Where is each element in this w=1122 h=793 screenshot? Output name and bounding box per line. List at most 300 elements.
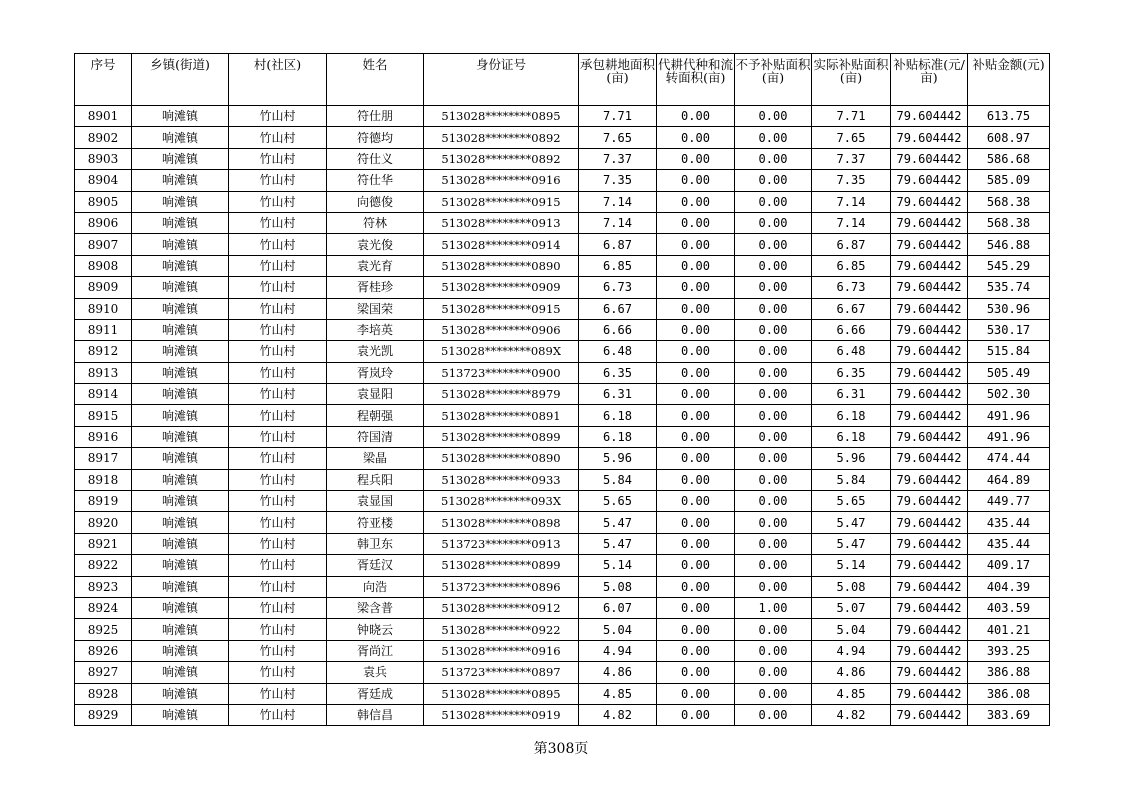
table-row: [75, 234, 1050, 255]
amount-cell: 505.49: [968, 362, 1050, 383]
contract-area-cell: 4.82: [579, 704, 657, 725]
actual-area-cell: 6.85: [812, 255, 891, 276]
amount-cell: 568.38: [968, 212, 1050, 233]
transfer-area-cell: 0.00: [657, 533, 735, 554]
amount-cell: 585.09: [968, 170, 1050, 191]
col-seq-header: 序号: [75, 54, 132, 106]
contract-area-cell: 5.04: [579, 619, 657, 640]
contract-area-cell: 5.96: [579, 448, 657, 469]
name-cell: 袁显国: [327, 491, 424, 512]
name-cell: 胥桂珍: [327, 277, 424, 298]
table-row: [75, 405, 1050, 426]
seq-cell: 8921: [75, 533, 132, 554]
village-cell: 竹山村: [229, 491, 327, 512]
village-cell: 竹山村: [229, 704, 327, 725]
nonsubsidy-area-cell: 0.00: [735, 148, 812, 169]
id-number-cell: 513028********0899: [424, 426, 579, 447]
amount-cell: 568.38: [968, 191, 1050, 212]
transfer-area-cell: 0.00: [657, 191, 735, 212]
table-row: [75, 191, 1050, 212]
table-row: [75, 362, 1050, 383]
actual-area-cell: 5.47: [812, 512, 891, 533]
actual-area-cell: 6.67: [812, 298, 891, 319]
village-cell: 竹山村: [229, 277, 327, 298]
actual-area-cell: 6.18: [812, 426, 891, 447]
table-row: [75, 298, 1050, 319]
rate-cell: 79.604442: [891, 191, 968, 212]
transfer-area-cell: 0.00: [657, 170, 735, 191]
table-row: [75, 683, 1050, 704]
township-cell: 响滩镇: [132, 640, 229, 661]
col-actual-area-header: 实际补贴面积(亩): [812, 54, 891, 106]
table-row: [75, 576, 1050, 597]
id-number-cell: 513028********0915: [424, 191, 579, 212]
id-number-cell: 513028********0909: [424, 277, 579, 298]
amount-cell: 386.88: [968, 662, 1050, 683]
township-cell: 响滩镇: [132, 469, 229, 490]
transfer-area-cell: 0.00: [657, 491, 735, 512]
amount-cell: 464.89: [968, 469, 1050, 490]
village-cell: 竹山村: [229, 576, 327, 597]
id-number-cell: 513723********0896: [424, 576, 579, 597]
seq-cell: 8928: [75, 683, 132, 704]
nonsubsidy-area-cell: 0.00: [735, 555, 812, 576]
rate-cell: 79.604442: [891, 212, 968, 233]
amount-cell: 435.44: [968, 533, 1050, 554]
name-cell: 袁光俊: [327, 234, 424, 255]
actual-area-cell: 7.37: [812, 148, 891, 169]
nonsubsidy-area-cell: 0.00: [735, 426, 812, 447]
township-cell: 响滩镇: [132, 319, 229, 340]
seq-cell: 8915: [75, 405, 132, 426]
village-cell: 竹山村: [229, 191, 327, 212]
village-cell: 竹山村: [229, 683, 327, 704]
nonsubsidy-area-cell: 0.00: [735, 469, 812, 490]
name-cell: 袁兵: [327, 662, 424, 683]
rate-cell: 79.604442: [891, 640, 968, 661]
id-number-cell: 513723********0897: [424, 662, 579, 683]
actual-area-cell: 5.08: [812, 576, 891, 597]
rate-cell: 79.604442: [891, 619, 968, 640]
amount-cell: 535.74: [968, 277, 1050, 298]
name-cell: 袁光凯: [327, 341, 424, 362]
id-number-cell: 513028********0916: [424, 640, 579, 661]
village-cell: 竹山村: [229, 405, 327, 426]
township-cell: 响滩镇: [132, 555, 229, 576]
rate-cell: 79.604442: [891, 319, 968, 340]
nonsubsidy-area-cell: 0.00: [735, 640, 812, 661]
amount-cell: 515.84: [968, 341, 1050, 362]
contract-area-cell: 6.31: [579, 384, 657, 405]
table-row: [75, 148, 1050, 169]
nonsubsidy-area-cell: 0.00: [735, 319, 812, 340]
id-number-cell: 513028********0913: [424, 212, 579, 233]
seq-cell: 8901: [75, 106, 132, 127]
name-cell: 韩信昌: [327, 704, 424, 725]
id-number-cell: 513028********0895: [424, 106, 579, 127]
seq-cell: 8906: [75, 212, 132, 233]
amount-cell: 502.30: [968, 384, 1050, 405]
contract-area-cell: 4.94: [579, 640, 657, 661]
seq-cell: 8905: [75, 191, 132, 212]
id-number-cell: 513028********0898: [424, 512, 579, 533]
name-cell: 程兵阳: [327, 469, 424, 490]
seq-cell: 8908: [75, 255, 132, 276]
id-number-cell: 513028********0890: [424, 255, 579, 276]
rate-cell: 79.604442: [891, 384, 968, 405]
table-row: [75, 640, 1050, 661]
actual-area-cell: 5.65: [812, 491, 891, 512]
amount-cell: 608.97: [968, 127, 1050, 148]
transfer-area-cell: 0.00: [657, 277, 735, 298]
village-cell: 竹山村: [229, 298, 327, 319]
village-cell: 竹山村: [229, 170, 327, 191]
village-cell: 竹山村: [229, 426, 327, 447]
township-cell: 响滩镇: [132, 170, 229, 191]
name-cell: 袁显阳: [327, 384, 424, 405]
actual-area-cell: 6.18: [812, 405, 891, 426]
village-cell: 竹山村: [229, 533, 327, 554]
seq-cell: 8909: [75, 277, 132, 298]
village-cell: 竹山村: [229, 148, 327, 169]
table-body: [75, 106, 1050, 726]
nonsubsidy-area-cell: 0.00: [735, 212, 812, 233]
actual-area-cell: 6.31: [812, 384, 891, 405]
name-cell: 胥岚玲: [327, 362, 424, 383]
rate-cell: 79.604442: [891, 704, 968, 725]
transfer-area-cell: 0.00: [657, 597, 735, 618]
village-cell: 竹山村: [229, 341, 327, 362]
nonsubsidy-area-cell: 0.00: [735, 533, 812, 554]
table-row: [75, 212, 1050, 233]
seq-cell: 8927: [75, 662, 132, 683]
transfer-area-cell: 0.00: [657, 255, 735, 276]
township-cell: 响滩镇: [132, 491, 229, 512]
contract-area-cell: 7.37: [579, 148, 657, 169]
township-cell: 响滩镇: [132, 576, 229, 597]
rate-cell: 79.604442: [891, 148, 968, 169]
subsidy-table: [74, 53, 1050, 726]
table-row: [75, 512, 1050, 533]
name-cell: 向德俊: [327, 191, 424, 212]
village-cell: 竹山村: [229, 512, 327, 533]
township-cell: 响滩镇: [132, 512, 229, 533]
township-cell: 响滩镇: [132, 426, 229, 447]
rate-cell: 79.604442: [891, 576, 968, 597]
id-number-cell: 513028********0915: [424, 298, 579, 319]
contract-area-cell: 6.73: [579, 277, 657, 298]
actual-area-cell: 6.73: [812, 277, 891, 298]
seq-cell: 8918: [75, 469, 132, 490]
rate-cell: 79.604442: [891, 491, 968, 512]
township-cell: 响滩镇: [132, 405, 229, 426]
rate-cell: 79.604442: [891, 255, 968, 276]
contract-area-cell: 6.07: [579, 597, 657, 618]
township-cell: 响滩镇: [132, 191, 229, 212]
village-cell: 竹山村: [229, 362, 327, 383]
seq-cell: 8910: [75, 298, 132, 319]
actual-area-cell: 7.35: [812, 170, 891, 191]
seq-cell: 8924: [75, 597, 132, 618]
contract-area-cell: 7.65: [579, 127, 657, 148]
nonsubsidy-area-cell: 0.00: [735, 234, 812, 255]
township-cell: 响滩镇: [132, 683, 229, 704]
actual-area-cell: 4.86: [812, 662, 891, 683]
nonsubsidy-area-cell: 0.00: [735, 619, 812, 640]
transfer-area-cell: 0.00: [657, 662, 735, 683]
table-row: [75, 491, 1050, 512]
township-cell: 响滩镇: [132, 448, 229, 469]
contract-area-cell: 7.14: [579, 191, 657, 212]
name-cell: 钟晓云: [327, 619, 424, 640]
amount-cell: 530.96: [968, 298, 1050, 319]
rate-cell: 79.604442: [891, 277, 968, 298]
transfer-area-cell: 0.00: [657, 555, 735, 576]
transfer-area-cell: 0.00: [657, 319, 735, 340]
nonsubsidy-area-cell: 0.00: [735, 704, 812, 725]
col-village-header: 村(社区): [229, 54, 327, 106]
amount-cell: 404.39: [968, 576, 1050, 597]
table-row: [75, 426, 1050, 447]
id-number-cell: 513028********0890: [424, 448, 579, 469]
nonsubsidy-area-cell: 0.00: [735, 512, 812, 533]
rate-cell: 79.604442: [891, 405, 968, 426]
actual-area-cell: 6.35: [812, 362, 891, 383]
amount-cell: 449.77: [968, 491, 1050, 512]
village-cell: 竹山村: [229, 106, 327, 127]
rate-cell: 79.604442: [891, 426, 968, 447]
page-number: 第308页: [533, 741, 589, 757]
table-row: [75, 619, 1050, 640]
seq-cell: 8923: [75, 576, 132, 597]
name-cell: 梁国荣: [327, 298, 424, 319]
rate-cell: 79.604442: [891, 106, 968, 127]
nonsubsidy-area-cell: 0.00: [735, 106, 812, 127]
transfer-area-cell: 0.00: [657, 384, 735, 405]
actual-area-cell: 5.04: [812, 619, 891, 640]
id-number-cell: 513028********0892: [424, 148, 579, 169]
rate-cell: 79.604442: [891, 512, 968, 533]
col-contract-area-header: 承包耕地面积(亩): [579, 54, 657, 106]
seq-cell: 8903: [75, 148, 132, 169]
table-row: [75, 255, 1050, 276]
rate-cell: 79.604442: [891, 234, 968, 255]
actual-area-cell: 7.65: [812, 127, 891, 148]
transfer-area-cell: 0.00: [657, 619, 735, 640]
transfer-area-cell: 0.00: [657, 127, 735, 148]
transfer-area-cell: 0.00: [657, 405, 735, 426]
amount-cell: 586.68: [968, 148, 1050, 169]
table-row: [75, 384, 1050, 405]
rate-cell: 79.604442: [891, 662, 968, 683]
id-number-cell: 513028********089X: [424, 341, 579, 362]
transfer-area-cell: 0.00: [657, 640, 735, 661]
amount-cell: 386.08: [968, 683, 1050, 704]
township-cell: 响滩镇: [132, 662, 229, 683]
nonsubsidy-area-cell: 0.00: [735, 298, 812, 319]
contract-area-cell: 5.47: [579, 512, 657, 533]
contract-area-cell: 4.85: [579, 683, 657, 704]
contract-area-cell: 5.65: [579, 491, 657, 512]
actual-area-cell: 5.07: [812, 597, 891, 618]
id-number-cell: 513028********0916: [424, 170, 579, 191]
transfer-area-cell: 0.00: [657, 298, 735, 319]
amount-cell: 401.21: [968, 619, 1050, 640]
table-row: [75, 277, 1050, 298]
amount-cell: 491.96: [968, 405, 1050, 426]
seq-cell: 8912: [75, 341, 132, 362]
nonsubsidy-area-cell: 0.00: [735, 255, 812, 276]
id-number-cell: 513028********0914: [424, 234, 579, 255]
actual-area-cell: 7.14: [812, 191, 891, 212]
seq-cell: 8929: [75, 704, 132, 725]
id-number-cell: 513723********0900: [424, 362, 579, 383]
nonsubsidy-area-cell: 0.00: [735, 277, 812, 298]
village-cell: 竹山村: [229, 448, 327, 469]
rate-cell: 79.604442: [891, 533, 968, 554]
seq-cell: 8926: [75, 640, 132, 661]
township-cell: 响滩镇: [132, 597, 229, 618]
nonsubsidy-area-cell: 0.00: [735, 384, 812, 405]
village-cell: 竹山村: [229, 555, 327, 576]
col-idnumber-header: 身份证号: [424, 54, 579, 106]
contract-area-cell: 6.48: [579, 341, 657, 362]
village-cell: 竹山村: [229, 640, 327, 661]
actual-area-cell: 4.94: [812, 640, 891, 661]
seq-cell: 8920: [75, 512, 132, 533]
rate-cell: 79.604442: [891, 170, 968, 191]
table-row: [75, 341, 1050, 362]
township-cell: 响滩镇: [132, 362, 229, 383]
nonsubsidy-area-cell: 0.00: [735, 170, 812, 191]
nonsubsidy-area-cell: 0.00: [735, 662, 812, 683]
id-number-cell: 513028********8979: [424, 384, 579, 405]
village-cell: 竹山村: [229, 619, 327, 640]
contract-area-cell: 7.71: [579, 106, 657, 127]
name-cell: 梁晶: [327, 448, 424, 469]
table-row: [75, 127, 1050, 148]
table-row: [75, 448, 1050, 469]
name-cell: 李培英: [327, 319, 424, 340]
col-name-header: 姓名: [327, 54, 424, 106]
contract-area-cell: 5.47: [579, 533, 657, 554]
transfer-area-cell: 0.00: [657, 106, 735, 127]
name-cell: 符仕华: [327, 170, 424, 191]
seq-cell: 8914: [75, 384, 132, 405]
actual-area-cell: 7.14: [812, 212, 891, 233]
actual-area-cell: 6.66: [812, 319, 891, 340]
nonsubsidy-area-cell: 0.00: [735, 127, 812, 148]
transfer-area-cell: 0.00: [657, 362, 735, 383]
id-number-cell: 513028********0919: [424, 704, 579, 725]
amount-cell: 546.88: [968, 234, 1050, 255]
rate-cell: 79.604442: [891, 127, 968, 148]
seq-cell: 8902: [75, 127, 132, 148]
rate-cell: 79.604442: [891, 555, 968, 576]
seq-cell: 8911: [75, 319, 132, 340]
village-cell: 竹山村: [229, 319, 327, 340]
table-row: [75, 597, 1050, 618]
contract-area-cell: 6.18: [579, 426, 657, 447]
col-township-header: 乡镇(街道): [132, 54, 229, 106]
contract-area-cell: 7.14: [579, 212, 657, 233]
township-cell: 响滩镇: [132, 234, 229, 255]
transfer-area-cell: 0.00: [657, 704, 735, 725]
table-row: [75, 469, 1050, 490]
seq-cell: 8916: [75, 426, 132, 447]
seq-cell: 8922: [75, 555, 132, 576]
name-cell: 符德均: [327, 127, 424, 148]
township-cell: 响滩镇: [132, 106, 229, 127]
nonsubsidy-area-cell: 1.00: [735, 597, 812, 618]
col-amount-header: 补贴金额(元): [968, 54, 1050, 106]
village-cell: 竹山村: [229, 255, 327, 276]
transfer-area-cell: 0.00: [657, 234, 735, 255]
transfer-area-cell: 0.00: [657, 469, 735, 490]
name-cell: 韩卫东: [327, 533, 424, 554]
actual-area-cell: 4.82: [812, 704, 891, 725]
seq-cell: 8913: [75, 362, 132, 383]
id-number-cell: 513028********0895: [424, 683, 579, 704]
township-cell: 响滩镇: [132, 619, 229, 640]
nonsubsidy-area-cell: 0.00: [735, 405, 812, 426]
amount-cell: 613.75: [968, 106, 1050, 127]
table-row: [75, 662, 1050, 683]
actual-area-cell: 4.85: [812, 683, 891, 704]
transfer-area-cell: 0.00: [657, 576, 735, 597]
id-number-cell: 513028********0892: [424, 127, 579, 148]
township-cell: 响滩镇: [132, 148, 229, 169]
contract-area-cell: 6.35: [579, 362, 657, 383]
transfer-area-cell: 0.00: [657, 148, 735, 169]
name-cell: 符亚楼: [327, 512, 424, 533]
contract-area-cell: 6.67: [579, 298, 657, 319]
name-cell: 梁含普: [327, 597, 424, 618]
contract-area-cell: 6.87: [579, 234, 657, 255]
contract-area-cell: 5.08: [579, 576, 657, 597]
village-cell: 竹山村: [229, 469, 327, 490]
amount-cell: 393.25: [968, 640, 1050, 661]
id-number-cell: 513028********0933: [424, 469, 579, 490]
village-cell: 竹山村: [229, 384, 327, 405]
seq-cell: 8917: [75, 448, 132, 469]
rate-cell: 79.604442: [891, 341, 968, 362]
table-row: [75, 170, 1050, 191]
seq-cell: 8925: [75, 619, 132, 640]
actual-area-cell: 5.96: [812, 448, 891, 469]
table-row: [75, 319, 1050, 340]
township-cell: 响滩镇: [132, 384, 229, 405]
col-nonsubsidy-area-header: 不予补贴面积(亩): [735, 54, 812, 106]
subsidy-table-container: [74, 53, 1049, 726]
township-cell: 响滩镇: [132, 255, 229, 276]
nonsubsidy-area-cell: 0.00: [735, 491, 812, 512]
table-header-row: [75, 54, 1050, 106]
township-cell: 响滩镇: [132, 298, 229, 319]
transfer-area-cell: 0.00: [657, 448, 735, 469]
name-cell: 袁光育: [327, 255, 424, 276]
village-cell: 竹山村: [229, 597, 327, 618]
seq-cell: 8919: [75, 491, 132, 512]
contract-area-cell: 6.85: [579, 255, 657, 276]
amount-cell: 474.44: [968, 448, 1050, 469]
actual-area-cell: 7.71: [812, 106, 891, 127]
amount-cell: 530.17: [968, 319, 1050, 340]
table-row: [75, 704, 1050, 725]
id-number-cell: 513028********093X: [424, 491, 579, 512]
rate-cell: 79.604442: [891, 683, 968, 704]
name-cell: 符林: [327, 212, 424, 233]
